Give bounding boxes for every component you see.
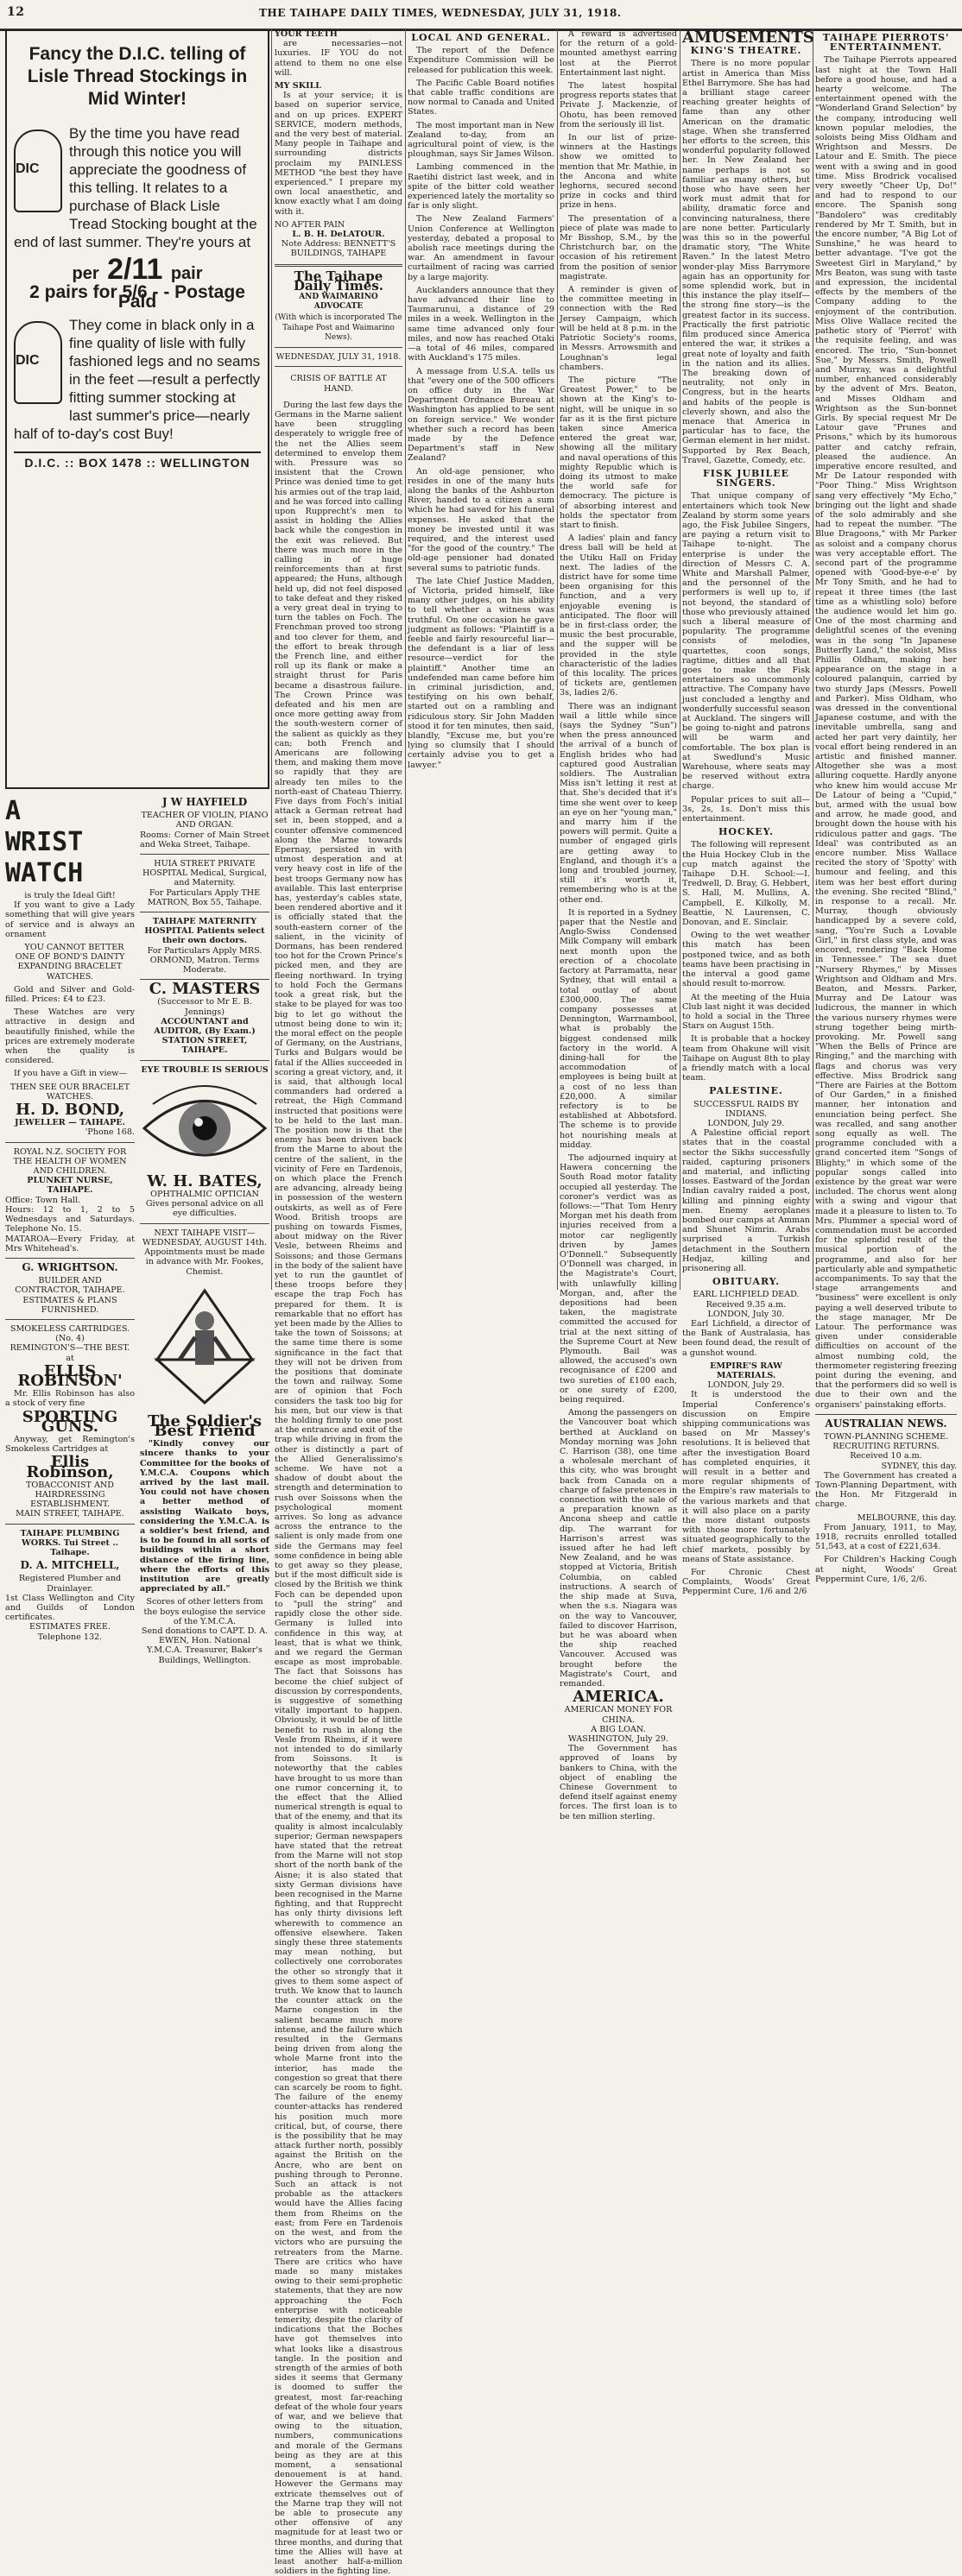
bond-phone: 'Phone 168. [85, 1127, 135, 1138]
divider [275, 264, 402, 267]
peppermint-ad-2: For Children's Hacking Cough at night, Woods' Great Peppermint Cure, 1/6, 2/6. [815, 1555, 957, 1584]
running-head: THE TAIHAPE DAILY TIMES, WEDNESDAY, JULY 31, 1918. [259, 7, 622, 19]
dic-pairs-offer: 2 pairs for 5/6 - - Postage Paid [29, 282, 245, 313]
bond-p3: Gold and Silver and Gold-filled. Prices: £4 to £23. [5, 984, 135, 1005]
bond-p6: THEN SEE OUR BRACELET WATCHES. [9, 1082, 130, 1102]
fisk-text: That unique company of entertainers which took New Zealand by storm some years ago, the Fisk Jubilee Singers, are paying a return visit to Taihape to-night. The enterprise is under the direction of Messrs C. A. White and Marshall Palmer, and the personnel of the performers is well up to, if not beyond, the standard of those who previously attained such a liberal measure of popularity. The programme consists of melodies, quartettes, coon songs, ragtime, ditties and all that goes to make the Fisk entertainers so uncommonly attractive. The Company have just concluded a lengthy and wonderfully successful season at Auckland. The singers will be going to-night and patrons will be warm and comfortable. The box plan is at Swedlund's Music Warehouse, where seats may be reserved without extra charge. [682, 491, 810, 792]
news-item: The presentation of a piece of plate was made to Mr Bisshop, S.M., by the Christchurch bar, on the occasion of his retirement from the position of senior magistrate. [560, 213, 677, 281]
america-text: The Government has approved of loans by bankers to China, with the object of enabling the Chinese Government to defend itself against enemy forces. The first loan is to be ten million sterling. [560, 1744, 677, 1822]
empire-title: EMPIRE'S RAW MATERIALS. [710, 1361, 782, 1381]
divider [815, 1414, 957, 1415]
received-time: Received 10 a.m. [850, 1451, 922, 1462]
hockey-title: HOCKEY. [718, 826, 774, 838]
ellis-l1: SMOKELESS CARTRIDGES. (No. 4) [9, 1323, 130, 1344]
page-number: 12 [7, 5, 25, 19]
dic-advert [5, 29, 269, 789]
divider [5, 1524, 135, 1525]
dic-price-suffix: pair [170, 264, 203, 283]
dic-body2-text: They come in black only in a fine quality of lisle with fully fashioned legs and no seams in the feet —result a perfectly fitting summer stocking at last summer's price—nearly half of to-day's cost Buy! [14, 316, 261, 442]
divider [140, 1223, 269, 1224]
london-dateline: LONDON, July 29. [707, 1118, 785, 1128]
dic-logo-icon: DIC [14, 129, 62, 212]
news-column [560, 29, 678, 1822]
ellis-name: ELLIS ROBINSON' [17, 1361, 123, 1390]
divider [140, 854, 269, 855]
dic-price [14, 253, 261, 286]
maternity-l2: For Particulars Apply MRS. ORMOND, Matron. Terms Moderate. [147, 945, 263, 975]
bond-watch: WATCH [5, 858, 84, 888]
local-item: The Pacific Cable Board notifies that cable traffic conditions are now normal to Canada and United States. [408, 78, 554, 117]
ellis-l6: MAIN STREET, TAIHAPE. [16, 1509, 124, 1519]
lichfield-sub: EARL LICHFIELD DEAD. [693, 1290, 800, 1300]
news-item: There was an indignant wail a little while since (says the Sydney "Sun") when the press announced the arrival of a bunch of English brides who had captured good Australian soldiers. The Australian Miss isn't letting it rest at that. She's decided that it's time she went over to keep an eye on her "young man," and marry him if the powers will permit. Quite a number of engaged girls are getting away to England, and though it's a long and troubled journey, still it's worth it, remembering who is at the other end. [560, 701, 677, 905]
news-item: The adjourned inquiry at Hawera concerning the South Road motor fatality occupied all yesterday. The coroner's verdict was as follows:—"That Tom Henry Morgan met his death from injuries received from a motor car negligently driven by James O'Donnell." Subsequently O'Donnell was charged, in the Magistrate's Court, with unlawfully killing Morgan, and, after the depositions had been taken, the magistrate committed the accused for trial at the next sitting of the Supreme Court at New Plymouth. Bail was allowed, the accused's own recognisance of £200 and two sureties of £100 each, or one surety of £200, being required. [560, 1152, 677, 1405]
bond-trade: JEWELLER — TAIHAPE. [15, 1118, 125, 1128]
ellis-guns: SPORTING GUNS. [22, 1407, 118, 1436]
plunket-l2: PLUNKET NURSE, TAIHAPE. [27, 1176, 113, 1196]
aus-text-2: From January, 1911, to May, 1918, recruits enrolled totalled 51,543, at a cost of £221,634. [815, 1522, 957, 1552]
plunket-l4: Hours: 12 to 1, 2 to 5 Wednesdays and Saturdays. Telephone No. 15. [5, 1204, 135, 1234]
bond-p5: If you have a Gift in view— [14, 1069, 128, 1079]
ads-split [5, 794, 269, 1665]
aus-text-1: The Government has created a Town-Planning Department, with the Hon. Mr Fitzgerald in charge. [815, 1470, 957, 1510]
empire-text: It is understood the Imperial Conference's discussion on Empire shipping communications was based on Mr Massey's resolutions. It is believed that after the investigation Board has completed enquiries, it will result in a better and more regular shipments of the Empire's raw materials to the various markets and that it will also place on a parity the more distant outposts with those more fortunately situated geographically to the chief markets, possibly by means of State assistance. [682, 1390, 810, 1564]
plunket-l5: MATAROA—Every Friday, at Mrs Whitehead's. [5, 1234, 135, 1253]
pierrots-column [815, 29, 958, 1584]
hayfield-l1: TEACHER OF VIOLIN, PIANO AND ORGAN. [141, 811, 269, 830]
kings-title: KING'S THEATRE. [690, 45, 802, 57]
town-sub: TOWN-PLANNING SCHEME. [823, 1432, 949, 1443]
london-dateline-2: LONDON, July 30. [707, 1309, 785, 1319]
plumbing-l3: 1st Class Wellington and City and Guilds of London certificates. [5, 1593, 135, 1623]
ads-right [140, 794, 269, 1665]
america-sub: AMERICAN MONEY FOR CHINA. [564, 1705, 673, 1725]
divider [275, 366, 402, 367]
news-item: The picture "The Greatest Power," to be shown at the King's to-night, will be unique in so far as it is the first picture taken since America entered the great war, showing all the military and naval operations of this mighty Republic which is doing its utmost to make the world safe for democracy. The picture is of absorbing interest and holds the spectator from start to finish. [560, 375, 677, 530]
latour-l5: Note Address: BENNETT'S BUILDINGS, TAIHAPE [281, 239, 396, 259]
ymca-l2: Send donations to CAPT. D. A. EWEN, Hon. National Y.M.C.A. Treasurer, Baker's Buildings, Wellington. [141, 1626, 269, 1665]
latour-h2: MY SKILL [275, 81, 322, 92]
column-rule [271, 29, 272, 1290]
hayfield-name: J W HAYFIELD [161, 796, 248, 808]
bates-l1: Gives personal advice on all eye difficulties. [145, 1199, 264, 1219]
amusements-column [682, 28, 814, 1597]
palestine-title: PALESTINE. [709, 1085, 783, 1097]
latour-l4: L. B. H. DeLATOUR. [292, 230, 385, 240]
dic-headline: Fancy the D.I.C. telling of Lisle Thread Stockings in Mid Winter! [27, 44, 248, 109]
bond-advert [5, 798, 135, 1138]
hockey-text: The following will represent the Huia Hockey Club in the cup match against the Taihape D.H. School:—I. Tredwell, D. Bray, G. Hebbert, S. Hall, M. Mullins, A. Campbell, E. Kilkolly, M. Beattie, N. Laurensen, C. Donovan, and E. Sinclair. [682, 840, 810, 928]
ads-column [5, 29, 269, 1665]
editorial-column [275, 29, 402, 2576]
plumbing-l5: Telephone 132. [37, 1632, 103, 1642]
ymca-head: The Soldier's Best Friend [147, 1411, 263, 1440]
plumbing-advert [5, 1529, 135, 1642]
bond-name: H. D. BOND, [16, 1101, 124, 1120]
local-item: Lambing commenced in the Raetihi district last week, and in spite of the bitter cold weather experienced lately the mortality so far is only slight. [408, 162, 554, 212]
dic-body-2 [14, 316, 261, 443]
paper-date: WEDNESDAY, JULY 31, 1918. [275, 352, 402, 363]
raids-sub: SUCCESSFUL RAIDS BY INDIANS. [693, 1099, 799, 1119]
latour-l3: NO AFTER PAIN [275, 219, 345, 230]
masters-l2: ACCOUNTANT and AUDITOR, (By Exam.) STATION STREET, TAIHAPE. [154, 1016, 256, 1056]
paper-name: The Taihape Daily Times. [293, 268, 383, 294]
latour-h1: YOUR TEETH [275, 29, 338, 39]
plumbing-l4: ESTIMATES FREE. [29, 1622, 111, 1632]
soldier-icon [149, 1282, 261, 1411]
ellis-l2: REMINGTON'S—THE BEST. at [9, 1343, 130, 1363]
masters-name: C. MASTERS [149, 980, 261, 999]
dic-address: D.I.C. :: BOX 1478 :: WELLINGTON [14, 451, 261, 468]
palestine-text: A Palestine official report states that in the coastal sector the Sikhs successfully raided, capturing prisoners and material, and inflicting losses. Eastward of the Jordan Indian cavalry raided a post, killing and pinning eighty men. Enemy aeroplanes bombed our camps at Amman and Shunet Nimrin. Arabs surprised a Turkish detachment in the Southern Hedjaz, killing and prisonering all. [682, 1128, 810, 1273]
hockey-text-4: It is probable that a hockey team from Ohakune will visit Taihape on August 8th to play a friendly match with a local team. [682, 1034, 810, 1083]
plunket-l1: ROYAL N.Z. SOCIETY FOR THE HEALTH OF WOMEN AND CHILDREN. [13, 1146, 127, 1177]
recruit-sub: RECRUITING RETURNS. [832, 1442, 940, 1452]
bates-trade: OPHTHALMIC OPTICIAN [150, 1190, 259, 1200]
ymca-quote: "Kindly convey our sincere thanks to your Committee for the books of Y.M.C.A. Coupons which arrived by the last mail. You could not have chosen a better method of assisting Waikato boys, considering the Y.M.C.A. is a soldier's best friend, and is to be found in all sorts of buildings within a short distance of the firing line, where the efforts of this institution are greatly appreciated by all." [140, 1439, 269, 1594]
local-item: The most important man in New Zealand to-day, from an agricultural point of view, is the ploughman, says Sir James Wilson. [408, 120, 554, 160]
column-rule [557, 29, 558, 1290]
local-item: A message from U.S.A. tells us that "every one of the 500 officers on office duty in the War Department Ordnance Bureau at Washington has applied to be sent on foreign service." We wonder whether such a record has been made by the Defence Department's staff in New Zealand? [408, 366, 554, 464]
news-item: The latest hospital progress reports states that Private J. Mackenzie, of Ohotu, has been removed from the seriously ill list. [560, 81, 678, 129]
melbourne-dateline: MELBOURNE, this day. [857, 1512, 957, 1523]
paper-sub: AND WAIMARINO ADVOCATE [299, 293, 378, 312]
news-item: A reminder is given of the committee meeting in connection with the Red Jersey Campaign, which will be held at 8 p.m. in the Patriotic Society's rooms, in Messrs. Arrowsmith and Loughnan's legal chambers. [560, 285, 677, 372]
dic-logo-icon: DIC [14, 321, 62, 404]
pierrots-title: TAIHAPE PIERROTS' ENTERTAINMENT. [822, 32, 950, 54]
dic-price-value: 2/11 [107, 253, 163, 286]
wrightson-trade: BUILDER AND CONTRACTOR, TAIHAPE. [15, 1276, 125, 1296]
received-time: Received 9.35 a.m. [706, 1299, 787, 1310]
amusements-title: AMUSEMENTS [682, 28, 814, 47]
bates-name: W. H. BATES, [147, 1171, 263, 1190]
bates-head: EYE TROUBLE IS SERIOUS [141, 1064, 269, 1075]
fisk-text-2: Popular prices to suit all—3s, 2s, 1s. Don't miss this entertainment. [682, 794, 810, 824]
dic-body [14, 124, 261, 251]
divider [5, 1258, 135, 1259]
ellis-l3: Mr. Ellis Robinson has also a stock of very fine [5, 1389, 135, 1409]
masters-l1: (Successor to Mr E. B. Jennings) [157, 997, 252, 1017]
local-item: The late Chief Justice Madden, of Victoria, prided himself, like many other judges, on his ability to tell whether a witness was truthful. On one occasion he gave judgment as follows: "Plaintiff is a feeble and fairly resourceful liar—the defendant is a liar of less resource—verdict for the plaintiff." Another time an undefended man came before him in criminal jurisdiction, and, testifying on his own behalf, started out on a rambling and ridiculous story. Sir John Madden stood it for ten minutes, then said, blandly, "Excuse me, but you're lying so clumsily that I should certainly advise you to get a lawyer." [408, 576, 554, 770]
bond-p1: If you want to give a Lady something that will give years of service and is always an ornament [5, 900, 135, 939]
bates-l2: NEXT TAIHAPE VISIT— WEDNESDAY, AUGUST 14th. Appointments must be made in advance with Mr. Fookes, Chemist. [142, 1228, 268, 1277]
peppermint-ad: For Chronic Chest Complaints, Woods' Great Peppermint Cure, 1/6 and 2/6 [682, 1568, 810, 1597]
maternity-l1: TAIHAPE MATERNITY HOSPITAL Patients select their own doctors. [144, 917, 265, 946]
plumbing-name: D. A. MITCHELL, [20, 1559, 120, 1572]
latour-p2: Is at your service; it is based on superior service, and on up prices. EXPERT SERVICE, modern methods, and the very best of material. Many people in Taihape and surrounding districts proclaim my PAINLESS METHOD "the best they have experienced." I prepare my own local anaesthetic, and know exactly what I am doing with it. [275, 91, 402, 217]
hockey-text-2: Owing to the wet weather this match has been postponed twice, and as both teams have been practising in the interval a good game should result to-morrow. [682, 931, 810, 989]
news-item: A ladies' plain and fancy dress ball will be held at the Utiku Hall on Friday next. The ladies of the district have for some time been organising for this function, and a very enjoyable evening is anticipated. The floor will be in first-class order, the music the best procurable, and the supper will be provided in the style characteristic of the ladies of this locality. The prices of tickets are, gentlemen 3s, ladies 2/6. [560, 534, 677, 698]
aus-title: AUSTRALIAN NEWS. [825, 1417, 947, 1430]
hockey-text-3: At the meeting of the Huia Club last night it was decided to hold a social in the Three Stars on August 15th. [682, 992, 810, 1032]
divider [5, 1319, 135, 1320]
local-item: The New Zealand Farmers' Union Conference at Wellington yesterday, debated a proposal to abolish race meetings during the war. An amendment in favour curtailment of racing was carried by a large majority. [408, 214, 554, 282]
wrightson-name: G. WRIGHTSON. [22, 1260, 118, 1273]
divider [5, 1142, 135, 1143]
news-item: It is reported in a Sydney paper that the Nestle and Anglo-Swiss Condensed Milk Company will embark next month upon the erection of a chocolate factory at Parramatta, near Sydney, that will entail a total outlay of about £300,000. The same company possesses at Dennington, Warrnambool, what is probably the biggest condensed milk factory in the world. A dining-hall for the accommodation of employees is being built at a cost of no less than £20,000. A similar refectory is to be established at Abbotsford. The scheme is to provide hot nourishing meals at midday. [560, 907, 677, 1150]
ellis-l5: TOBACCONIST AND HAIRDRESSING ESTABLISHMENT. [25, 1480, 114, 1510]
bond-ideal: is truly the Ideal Gift! [24, 891, 116, 900]
huia-l1: HUIA STREET PRIVATE HOSPITAL Medical, Surgical, and Maternity. [142, 859, 267, 888]
plumbing-l2: Registered Plumber and Drainlayer. [18, 1574, 122, 1594]
hayfield-l2: Rooms: Corner of Main Street and Weka Street, Taihape. [140, 830, 269, 849]
pierrots-text: The Taihape Pierrots appeared last night at the Town Hall before a good house, and had a hearty welcome. The entertainment opened with the "Wonderland Grand Selection" by the company, introducing well known popular melodies, the soloists being Miss Oldham and Wrightson and Messrs. De Latour and E. Smith. The piece went with a swing and in good time. Miss Brodrick vocalised very sweetly "Cheer Up, Do!" and had to respond to our encore. The Spanish song "Bandolero" was creditably rendered by Mr T. Smith, but in the encore number, "A Big Lot of Sunshine," he was heard to better advantage. "I've got the Sweetest Girl in Maryland," by Mrs Beaton, was sung with taste and expression, the incidental effects by the members of the Company adding to the enjoyment of the contribution. Miss Olive Wallace recited the pathetic story of 'Pierrot' with the requisite feeling, and was encored. The trio, "Sun-bonnet Sue," by Messrs. Smith, Powell and Murray, was a delightful number, enhanced considerably by the advent of Mrs. Beaton, and Misses Oldham and Wrightson as the Sun-bonnet Girls. By special request Mr De Latour gave "Prunes and Prisons," which by its humorous patter and catchy refrain, pleased the audience. An imperative encore resulted, and Mr De Latour responded with "Poor Thing." Miss Wrightson sang very effectively "My Echo," bringing out the light and shade of the solo admirably and she had to repeat the number. "The Blue Dragoons," with Mr Parker as soloist and a company chorus was very acceptable effort. The second part of the programme opened with 'Good-bye-e-e' by Mr Tony Smith, and he had to repeat it three times (the last time as a whistling solo) before the audience would let him go. One of the most charming and delightful scenes of the evening was in the song "In Japanese Butterfly Land," the soloist, Miss Phillis Oldham, making her appearance on the stage in a coloured palanquin, carried by two sturdy Japs (Messrs. Powell and Parker). Miss Oldham, who was dressed in the conventional Japanese costume, and with the inevitable umbrella, sang and acted her part very daintily, her vocal effort being rendered in an artistic and finished manner. Altogether she was a most alluring coquette. Hardly anyone who knew him would accuse Mr De Latour of being a "Cupid," but, armed with the usual bow and arrow, he made good, and brought down the house with his ridiculous patter and gags. 'The Ideal' was contributed as an encore number. Miss Wallace recited the story of 'Spotty' with humour and feeling, and this item was her best effort during the evening. She recited "Blind," in response to a recall. Mr. Murray, though obviously handicapped by a severe cold, sang, "You're Such a Lovable Girl," in first class style, and was encored, rendering "Back Home in Tennessee." The sea duet "Nursery Rhymes," by Misses Wrightson and Oldham and Mrs. Beaton, and Messrs. Parker, Murray and De Latour was ludicrous, the manner in which the various nursery rhymes were strung together being mirth-provoking. Mr. Powell sang "When the Bells of Prince are Ringing," and the marching with flags and chorus was very effective. Miss Brodrick sang "There are Fairies at the Bottom of Our Garden," in a finished manner, her intonation and enunciation being perfect. She was recalled, and sang another song equally as well. The programme concluded with a grand concerted item "Songs of Blighty," in which some of the popular songs called into existence by the great war were included. The chorus went along with a swing and vigour that made it a pleasure to listen to. To Mrs. Plummer a special word of commendation must be accorded for the splendid result of the musical portion of the programme, and also for her particularly able and sympathetic accompaniments. To say that the stage arrangements and "business" were excellent is only paying a well deserved tribute to the stage manager, Mr De Latour. The performance was given under considerable difficulties on account of the almost numbing cold, the thermometer registering freezing point during the evening, and that the performers did so well is due to their own and the organisers' painstaking efforts. [815, 55, 958, 1410]
lichfield-text: Earl Lichfield, a director of the Bank of Australasia, has been found dead, the result of a gunshot wound. [682, 1319, 810, 1358]
column-rule [405, 29, 406, 1290]
crisis-title: CRISIS OF BATTLE AT HAND. [290, 374, 387, 394]
paper-note: (With which is incorporated The Taihape Post and Waimarino News). [275, 313, 402, 342]
america-dateline: WASHINGTON, July 29. [567, 1733, 669, 1744]
sydney-dateline: SYDNEY, this day. [881, 1461, 957, 1471]
ellis-advert [5, 1324, 135, 1519]
america-loan: A BIG LOAN. [591, 1724, 646, 1734]
dic-price-prefix: per [72, 264, 99, 283]
plunket-l3: Office: Town Hall. [5, 1195, 81, 1205]
huia-l2: For Particulars Apply THE MATRON, Box 55, Taihape. [147, 887, 263, 907]
divider [275, 347, 402, 348]
local-item: The report of the Defence Expenditure Commission will be released for publication this week. [408, 46, 554, 75]
wrightson-advert [5, 1260, 135, 1315]
plumbing-l1: TAIHAPE PLUMBING WORKS. Tui Street .. Taihape. [20, 1528, 120, 1557]
dic-body-text: By the time you have read through this notice you will appreciate the goodness of this telling. It relates to a purchase of Black Lisle Tread Stocking bought at the end of last summer. They're yours at [14, 125, 257, 250]
bond-p4: These Watches are very attractive in design and beautifully finished, while the prices are extremely moderate when the quality is considered. [5, 1007, 135, 1066]
fisk-title: FISK JUBILEE SINGERS. [702, 467, 790, 489]
latour-p1: are necessaries—not luxuries. IF YOU do not attend to them no one else will. [275, 39, 402, 78]
ellis-l4: Anyway, get Remington's Smokeless Cartridges at [5, 1434, 135, 1455]
bond-a: A [5, 796, 22, 826]
crisis-text: During the last few days the Germans in the Marne salient have been struggling desperately to wriggle free of the net the Allies seem determined to envelop them with. Pressure was so insistent that the Crown Prince was denied time to get his armies out of the trap laid, and he was forced into calling upon Rupprecht's men to assist in holding the Allies back while the congestion in the exit was relieved. But there was much more in the calling in of huge reinforcements than at first appeared; the Huns, although held up, did not feel disposed to take defeat and they risked a very great deal in trying to turn the tables on Foch. The Frenchman proved too strong and too clever for them, and the effort to break through the French line, and either roll up its flank or make a straight thrust for Paris became a disastrous failure. The Crown Prince was defeated and his men are once more getting away from the south-western corner of the salient as quickly as they can; both French and Americans are following them, and making them move so rapidly that they are already ten miles to the north-east of Chateau Thierry. Five days from Foch's initial attack a German retreat had set in, been stopped, and a counter offensive commenced along the Marne towards Epernay, persisted in with utmost desperation and at very heavy cost in life of the best troops Germany now has available. This last enterprise has, yesterday's cables state, been rendered abortive and it is officially stated that the south-eastern corner of the salient, in the vicinity of Dormans, has been rendered too hot for the Crown Prince's picked men, and they are fleeing northward. In trying to hold Foch the Germans took a great risk, but the stake to be played for was too big to let go without the utmost being done to win it; the moral effect on the people of Germany, on the Austrians, Turks and Bulgars would be fatal if the Allies succeeded in scoring a great victory, and, it is said, that although local commanders had ordered a retreat, the High Command instructed that positions were to be held to the last man. The position now is that the enemy has been driven back from the Marne to about the centre of the salient, in the vicinity of Fere en Tardenois, on which place the French are advancing, already being in possession of the western outskirts, as well as of Fere Wood. British troops are pushing on towards Fismes, about midway on the River Vesle, between Rheims and Soissons; and those Germans in the body of the salient have yet to run the gauntlet of these troops before they escape the trap Foch has prepared for them. It is remarkable that no effort has yet been made by the Allies to take the town of Soissons; at the same time there is some significance in the fact that they will not be driven from the positions that dominate the town and railway. Some are of opinion that Foch considers the task too big for his men, but our view is that the holding firmly to one post at the entrance and exit of the trap while driving in from the other is distinctly a part of the Allied Generalissimo's scheme. We have not a shadow of doubt about the strength and determination to rush over Soissons when the psychological moment arrives. So long as advance across the entrance to the salient is only made from one side the Germans may feel some confidence in being able to get away so they please, but if the most difficult side is closed by the British we think Foch can be depended upon to "pull the string" and rapidly close the other side. Germany is lulled into confidence in this way, at least, that is what we think, and we regard the German escape as most improbable. The fact that Soissons has become the chief subject of discussion by correspondents, is suggestive of something vitally important to happen. Obviously, it would be of little benefit to rush in along the Vesle from Rheims, if it were not intended to do similarly from Soissons. It is noteworthy that the cables have brought to us more than one rumor concerning it, to the effect that the Allied numerical strength is equal to that of the enemy, and that its quality is almost incalculably superior; German newspapers have stated that the retreat from the Marne will not stop short of the north bank of the Aisne; it is also stated that sixty German divisions have been recognised in the Marne fighting, and that Rupprecht has only thirty divisions left wherewith to commence an offensive elsewhere. Taken singly these three statements may mean nothing, but collectively one corroborates the other so strongly that it gives to them some aspect of truth. We know that to launch the counter attack on the Marne congestion in the salient became much more intense, and the failure which resulted in the Germans being driven from along the whole Marne front into the interior, has made the congestion so great that there can scarcely be room to fight. The failure of the enemy counter-attacks has rendered his position much more critical, but, of course, there is the possibility that he may attack further north, possibly against the British on the Ancre, who are bent on pushing through to Peronne. Such an attack is not probable as the attackers would have the Allies facing them from Rheims on the east; from Fere en Tardenois on the west, and from the victors who are pursuing the retreaters from the Marne. There are critics who have made so many mistakes owing to their semi-prophetic statements, that they are now approaching the Foch enterprise with noticeable temerity, despite the clarity of indications that the Boches have got themselves into what looks like a disastrous tangle. In the position and strength of the armies of both sides it seems that Germany is doomed to suffer the greatest, most far-reaching defeat of the whole four years of war, and we believe that owing to the situation, numbers, communications and morale of the Germans being as they are at this moment, a sensational denouement is at hand. However the Germans may extricate themselves out of the Marne trap they will not be able to prosecute any other offensive of any magnitude for at least two or three months, and during that time the Allies will have at least another half-a-million soldiers in the fighting line. [275, 400, 402, 2576]
obituary-title: OBITUARY. [712, 1276, 781, 1288]
ymca-l1: Scores of other letters from the boys eulogise the service of the Y.M.C.A. [143, 1597, 266, 1626]
bond-wrist: WRIST [5, 827, 84, 857]
london-dateline-3: LONDON, July 29. [707, 1380, 785, 1391]
plunket-advert [5, 1147, 135, 1253]
wrightson-est: ESTIMATES & PLANS FURNISHED. [22, 1295, 117, 1315]
america-title: AMERICA. [573, 1688, 664, 1707]
kings-text: There is no more popular artist in America than Miss Ethel Barrymore. She has had a brilliant stage career reaching greater heights of fame than any other American on the dramatic stage. When she transferred her efforts to the screen, this wonderful popularity followed her. In New Zealand her name perhaps is not so familiar as many others, but those who have seen her work must admit that for ability, dramatic force and convincing naturalness, there are none better. Particularly was this so in the powerful dramatic story, "The White Raven." In the latest Metro wonder-play Miss Barrymore again has an opportunity for some splendid work, but in this instance the play itself—the strong fine story—is the greatest factor in its success. Practically the first patriotic film produced since America entered the war, it strikes a great note of loyalty and faith in the nation and its allies. The breaking down of neutrality, not only in Congress, but in the hearts and habits of the people is cleverly shown, and also the menace that America in particular has to face, the German element in her midst. Supported by Rex Beach, Travel, Gazette, Comedy, etc. [682, 59, 810, 465]
ellis-name-2: Ellis Robinson, [26, 1453, 114, 1481]
ads-left [5, 794, 135, 1665]
local-title: LOCAL AND GENERAL. [411, 32, 551, 43]
bond-p2: YOU CANNOT BETTER ONE OF BOND'S DAINTY EXPANDING BRACELET WATCHES. [15, 943, 125, 982]
news-item: A reward is advertised for the return of a gold-mounted amethyst earring lost at the Pierrot Entertainment last night. [560, 29, 677, 78]
local-item: Aucklanders announce that they have advanced their line to Taumarunui, a distance of 29 miles in a week. Wellington in the same time advanced only four miles, and now has reached Otaki—a total of 46 miles, compared with Auckland's 175 miles. [408, 285, 554, 363]
news-item: Among the passengers on the Vancouver boat which berthed at Auckland on Monday morning was John C. Harrison (38), one time a wholesale merchant of this city, who was brought back from Canada on a charge of false pretences in connection with the sale of a preparation known as Ancona sheep and cattle dip. The warrant for Harrison's arrest was issued after he had left New Zealand, and he was stopped at Victoria, British Columbia, on cabled instructions. A search of the ship made at Suva, when the s.s. Niagara was on the way to Vancouver, failed to discover Harrison, but he was aboard when the ship reached Vancouver. Accused was brought before the Magistrate's Court, and remanded. [560, 1408, 677, 1689]
eye-icon [140, 1078, 269, 1173]
news-item: In our list of prize-winners at the Hastings show we omitted to mention that Mr. Mathie, in the Ancona and white leghorns, secured second prize in cocks and third prize in hens. [560, 133, 677, 211]
local-item: An old-age pensioner, who resides in one of the many huts along the banks of the Ashburton River, handed to a citizen a sum which he had saved for his funeral expenses. He asked that the money be invested until it was required, and the interest used "for the good of the country." The old-age pensioner had donated several sums to patriotic funds. [408, 466, 554, 573]
divider [140, 1060, 269, 1061]
masthead [0, 0, 962, 28]
local-column [408, 29, 554, 1290]
